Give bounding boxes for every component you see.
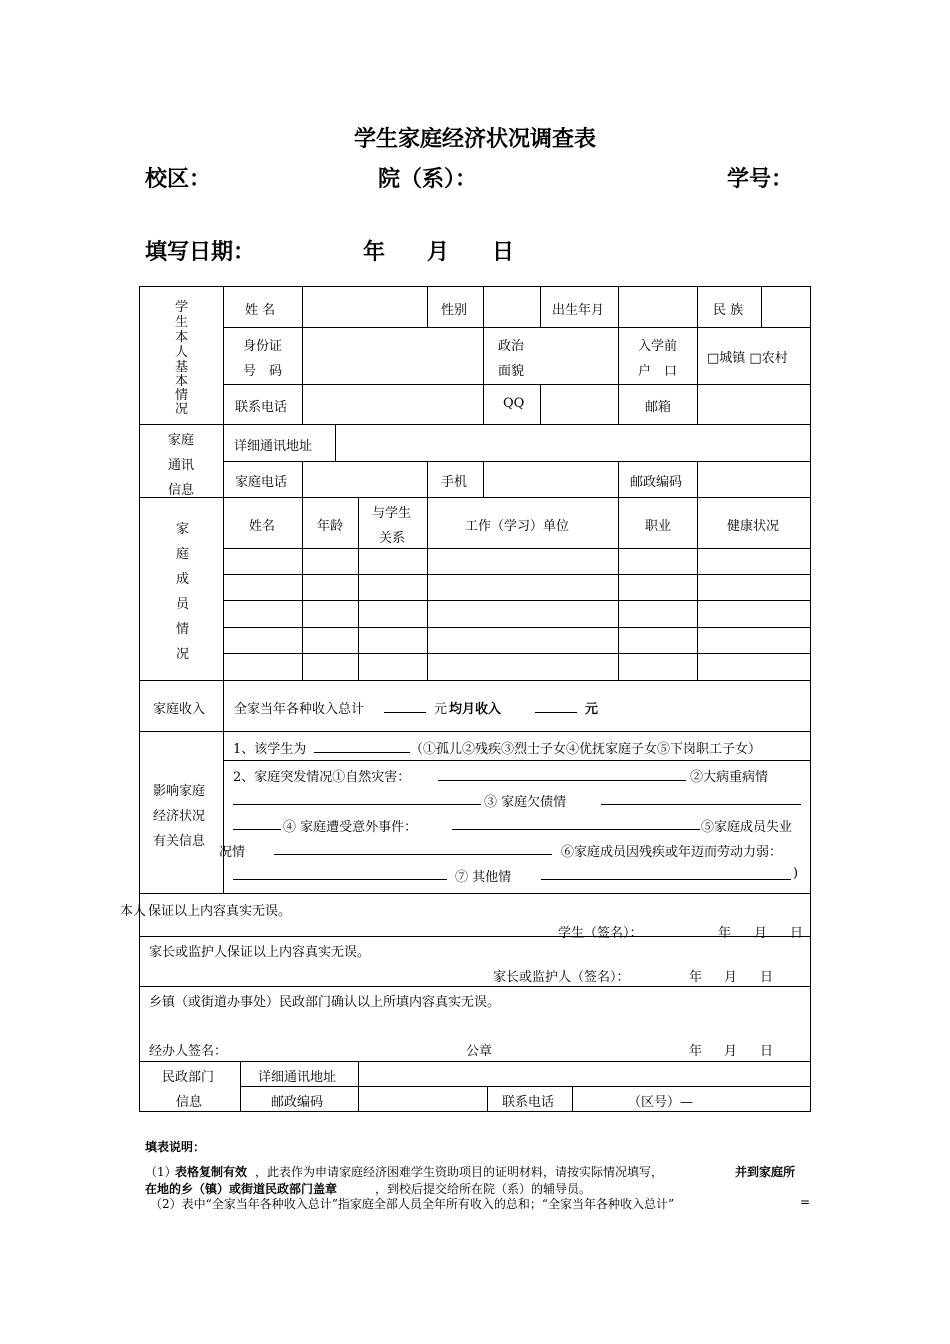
hukou-label-2: 户 口	[638, 364, 678, 379]
civil-area-code: （区号）—	[628, 1095, 694, 1110]
parent-sign-month: 月	[724, 970, 738, 985]
politics-label-1: 政治	[498, 339, 525, 354]
factor-line-6-b: ⑦ 其他情	[455, 870, 512, 885]
income-yuan-2: 元	[585, 702, 599, 717]
factors-label-3: 有关信息	[153, 834, 206, 849]
civil-dept-label-2: 信息	[176, 1095, 203, 1110]
civil-dept-label-1: 民政部门	[162, 1070, 215, 1085]
factor-line-5-a: 况情	[219, 845, 246, 860]
name-label: 姓 名	[245, 303, 276, 318]
contact-section-label-2: 通讯	[168, 458, 195, 473]
col-work: 工作（学习）单位	[465, 519, 570, 534]
note-1-c: ，此表作为申请家庭经济困难学生资助项目的证明材料，请按实际情况填写，	[255, 1165, 664, 1179]
page-title: 学生家庭经济状况调查表	[353, 126, 596, 152]
student-no-label: 学号：	[727, 166, 794, 192]
civil-declaration: 乡镇（或街道办事处）民政部门确认以上所填内容真实无误。	[149, 995, 501, 1010]
parent-sign-year: 年	[689, 970, 703, 985]
gender-label: 性别	[441, 303, 468, 318]
campus-label: 校区：	[145, 166, 212, 192]
col-age: 年龄	[317, 519, 344, 534]
income-label: 家庭收入	[153, 702, 206, 717]
civil-postcode-label: 邮政编码	[271, 1095, 324, 1110]
factor-line-1-a: 1、该学生为	[233, 742, 307, 757]
factor-line-4-c: ⑤家庭成员失业	[701, 820, 793, 835]
note-2: （2）表中“全家当年各种收入总计”指家庭全部人员全年所有收入的总和；“全家当年各种收入总计”	[150, 1197, 675, 1211]
student-declaration: 保证以上内容真实无误。	[148, 904, 292, 919]
civil-address-label: 详细通讯地址	[258, 1070, 337, 1085]
civil-phone-label: 联系电话	[502, 1095, 555, 1110]
factors-label-1: 影响家庭	[153, 784, 206, 799]
col-relation-1: 与学生	[372, 506, 412, 521]
civil-sign-year: 年	[689, 1044, 703, 1059]
dept-label: 院（系）：	[378, 166, 478, 192]
hukou-label-1: 入学前	[638, 339, 678, 354]
parent-sign-label: 家长或监护人（签名）：	[493, 970, 630, 985]
id-label-1: 身份证	[243, 339, 283, 354]
factor-line-5-b: ⑥家庭成员因残疾或年迈而劳动力弱：	[561, 845, 783, 860]
id-label-2: 号 码	[243, 364, 283, 379]
email-label: 邮箱	[645, 400, 672, 415]
phone-label: 联系电话	[235, 400, 288, 415]
parent-sign-day: 日	[760, 970, 774, 985]
factor-line-4-b: ④ 家庭遭受意外事件：	[283, 820, 418, 835]
politics-label-2: 面貌	[498, 364, 525, 379]
date-day: 日	[492, 239, 515, 265]
civil-staff-label: 经办人签名：	[149, 1044, 228, 1059]
date-month: 月	[427, 239, 450, 265]
note-1-d: 并到家庭所	[735, 1165, 796, 1179]
home-phone-label: 家庭电话	[235, 475, 288, 490]
birth-label: 出生年月	[552, 303, 605, 318]
factors-label-2: 经济状况	[153, 809, 206, 824]
note-1-a: （1）	[145, 1165, 177, 1179]
address-label: 详细通讯地址	[234, 439, 313, 454]
factor-line-2-a: 2、家庭突发情况①自然灾害：	[233, 770, 411, 785]
qq-label: QQ	[503, 396, 525, 411]
student-sign-day: 日	[790, 926, 804, 941]
student-declaration-prefix: 本人	[120, 904, 147, 919]
note-2-end: =	[800, 1195, 811, 1209]
postcode-label: 邮政编码	[630, 475, 683, 490]
date-label: 填写日期：	[145, 239, 256, 265]
note-1-e: 在地的乡（镇）或街道民政部门盖章	[145, 1182, 338, 1196]
factor-line-3-b: ③ 家庭欠债情	[484, 795, 567, 810]
col-relation-2: 关系	[379, 531, 406, 546]
col-health: 健康状况	[727, 519, 780, 534]
col-name: 姓名	[249, 519, 276, 534]
parent-declaration: 家长或监护人保证以上内容真实无误。	[149, 945, 371, 960]
civil-sign-day: 日	[760, 1044, 774, 1059]
civil-sign-month: 月	[724, 1044, 738, 1059]
factor-line-2-b: ②大病重病情	[690, 770, 769, 785]
income-monthly-label: 均月收入	[449, 702, 502, 717]
col-job: 职业	[645, 519, 672, 534]
income-total-label: 全家当年各种收入总计	[234, 702, 365, 717]
note-1-f: ，到校后提交给所在院（系）的辅导员。	[375, 1182, 592, 1196]
mobile-label: 手机	[441, 475, 468, 490]
income-yuan-1: 元	[434, 702, 448, 717]
factor-line-1-b: （①孤儿②残疾③烈士子女④优抚家庭子女⑤下岗职工子女）	[410, 742, 762, 757]
hukou-options[interactable]: □城镇 □农村	[707, 351, 788, 366]
contact-section-label-3: 信息	[168, 483, 195, 498]
contact-section-label-1: 家庭	[168, 433, 195, 448]
student-sign-month: 月	[754, 926, 768, 941]
student-sign-year: 年	[718, 926, 732, 941]
ethnic-label: 民 族	[713, 303, 744, 318]
date-year: 年	[363, 239, 386, 265]
civil-seal-label: 公章	[466, 1044, 493, 1059]
note-1-b: 表格复制有效	[175, 1165, 248, 1179]
factor-line-6-c: )	[793, 866, 799, 881]
student-sign-label: 学生（签名）：	[558, 926, 643, 941]
notes-heading: 填表说明：	[145, 1140, 206, 1154]
